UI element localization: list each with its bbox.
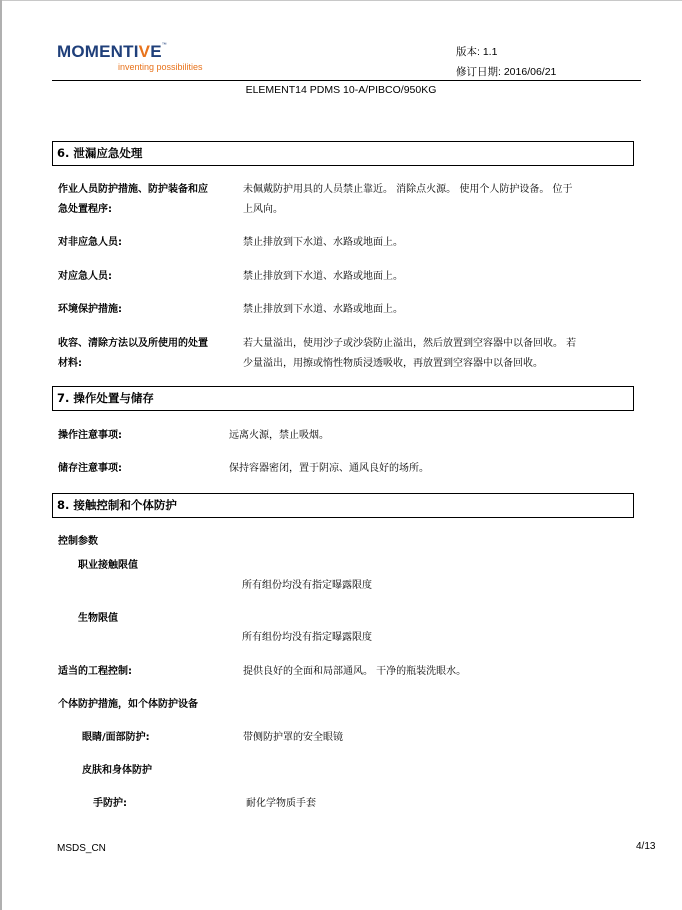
section-8-heading: 8. 接触控制和个体防护 bbox=[52, 493, 634, 518]
s6-row1-label-line1: 作业人员防护措施、防护装备和应 bbox=[58, 184, 208, 195]
ppe-label: 个体防护措施，如个体防护设备 bbox=[58, 699, 198, 710]
skin-protection-label: 皮肤和身体防护 bbox=[82, 765, 152, 776]
revision-date-text: 修订日期: 2016/06/21 bbox=[456, 66, 557, 78]
s7-row2-label: 储存注意事项: bbox=[58, 463, 122, 474]
hand-protection-label: 手防护: bbox=[93, 798, 127, 809]
logo-trademark: ™ bbox=[161, 42, 167, 48]
s6-row4-label: 环境保护措施: bbox=[58, 304, 122, 315]
header-divider bbox=[52, 80, 641, 81]
footer-doc-code: MSDS_CN bbox=[57, 843, 106, 854]
momentive-logo bbox=[57, 42, 167, 62]
s7-row1-label: 操作注意事项: bbox=[58, 430, 122, 441]
eye-protection-label: 眼睛/面部防护: bbox=[82, 732, 150, 743]
s6-row5-label-line1: 收容、清除方法以及所使用的处置 bbox=[58, 338, 208, 349]
eye-protection-value: 带侧防护罩的安全眼镜 bbox=[243, 732, 343, 743]
page-frame-left bbox=[0, 0, 2, 910]
s6-row5-value-line2: 少量溢出，用擦或惰性物质浸透吸收，再放置到空容器中以备回收。 bbox=[243, 358, 543, 369]
hand-protection-value: 耐化学物质手套 bbox=[246, 798, 316, 809]
section-7-heading: 7. 操作处置与储存 bbox=[52, 386, 634, 411]
bio-limit-label: 生物限值 bbox=[78, 613, 118, 624]
s6-row3-label: 对应急人员: bbox=[58, 271, 112, 282]
logo-tagline: inventing possibilities bbox=[118, 62, 203, 72]
section-6-heading: 6. 泄漏应急处理 bbox=[52, 141, 634, 166]
s6-row1-label-line2: 急处置程序: bbox=[58, 204, 112, 215]
version-text: 版本: 1.1 bbox=[456, 46, 498, 58]
s6-row1-value-line1: 未佩戴防护用具的人员禁止靠近。 消除点火源。 使用个人防护设备。 位于 bbox=[243, 184, 573, 195]
s7-row1-value: 远离火源，禁止吸烟。 bbox=[229, 430, 329, 441]
logo-text-end: E bbox=[150, 42, 162, 61]
footer-page-number: 4/13 bbox=[636, 841, 656, 852]
engineering-control-label: 适当的工程控制: bbox=[58, 666, 132, 677]
s6-row2-label: 对非应急人员: bbox=[58, 237, 122, 248]
bio-limit-value: 所有组份均没有指定曝露限度 bbox=[242, 632, 372, 643]
s6-row5-value-line1: 若大量溢出，使用沙子或沙袋防止溢出，然后放置到空容器中以备回收。 若 bbox=[243, 338, 577, 349]
s7-row2-value: 保持容器密闭，置于阴凉、通风良好的场所。 bbox=[229, 463, 429, 474]
control-params-label: 控制参数 bbox=[58, 536, 98, 547]
product-name: ELEMENT14 PDMS 10-A/PIBCO/950KG bbox=[245, 84, 437, 96]
engineering-control-value: 提供良好的全面和局部通风。 干净的瓶装洗眼水。 bbox=[243, 666, 467, 677]
s6-row3-value: 禁止排放到下水道、水路或地面上。 bbox=[243, 271, 403, 282]
page-frame-top bbox=[0, 0, 682, 1]
s6-row4-value: 禁止排放到下水道、水路或地面上。 bbox=[243, 304, 403, 315]
s6-row2-value: 禁止排放到下水道、水路或地面上。 bbox=[243, 237, 403, 248]
oel-label: 职业接触限值 bbox=[78, 560, 138, 571]
oel-value: 所有组份均没有指定曝露限度 bbox=[242, 580, 372, 591]
s6-row5-label-line2: 材料: bbox=[58, 358, 82, 369]
s6-row1-value-line2: 上风向。 bbox=[243, 204, 283, 215]
logo-text: MOMENTI bbox=[57, 42, 139, 61]
logo-v-mark: V bbox=[138, 42, 151, 61]
